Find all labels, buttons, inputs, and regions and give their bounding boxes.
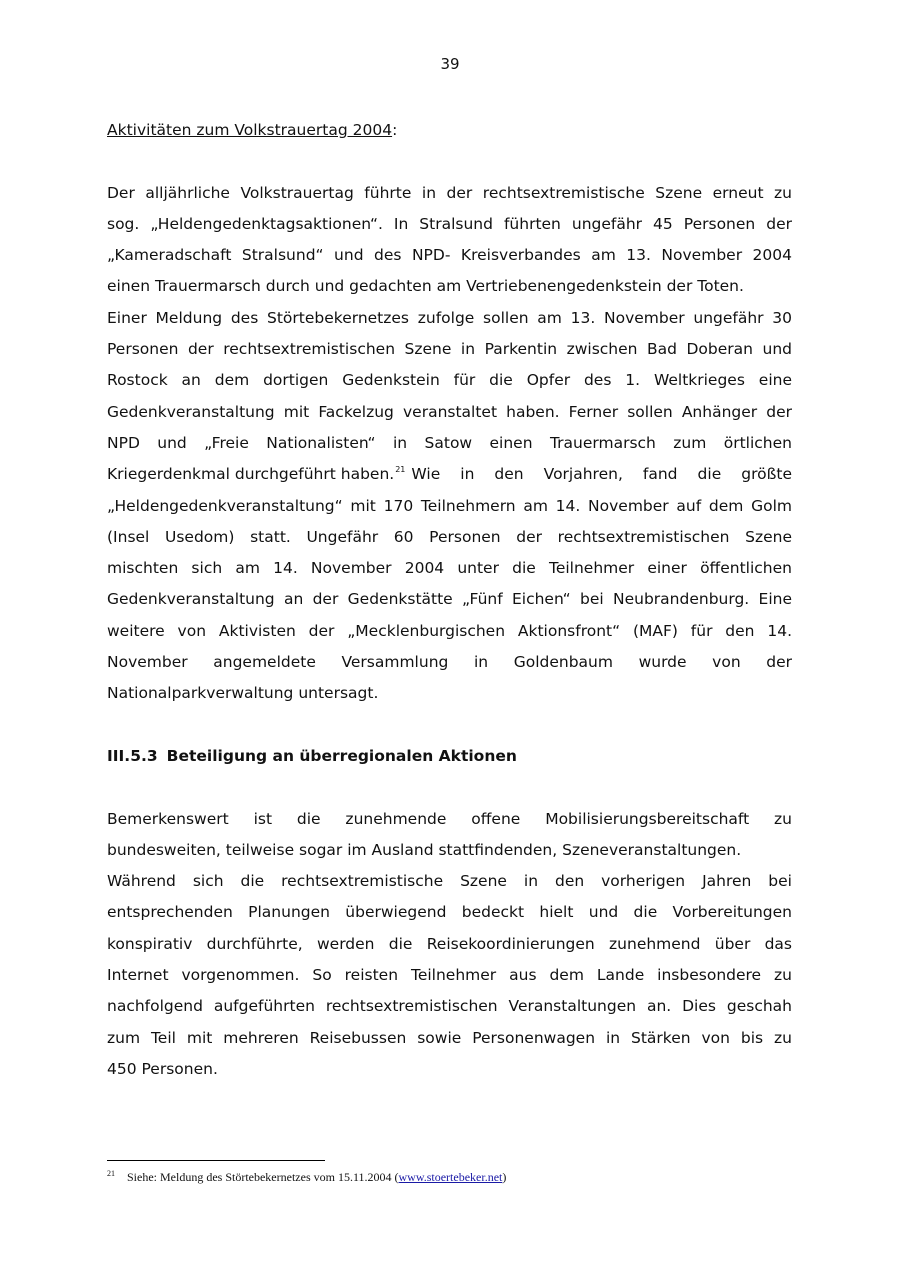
text-line: 450 Personen. xyxy=(107,1059,218,1078)
paragraph-volkstrauertag xyxy=(107,178,792,710)
footnote-divider xyxy=(107,1160,325,1161)
footnote-text: Siehe: Meldung des Störtebekernetzes vom 15.11.2004 ( xyxy=(127,1170,399,1184)
section-number: III.5.3 xyxy=(107,746,158,765)
text-line: Gedenkveranstaltung an der Gedenkstätte „Fünf Eichen“ bei Neubrandenburg. Eine xyxy=(107,590,792,609)
text-line: Einer Meldung des Störtebekernetzes zufolge sollen am 13. November ungefähr 30 xyxy=(107,308,792,327)
text-line: November angemeldete Versammlung in Goldenbaum wurde von der xyxy=(107,653,792,672)
footnote-number: 21 xyxy=(107,1169,115,1178)
page-body xyxy=(107,115,792,1085)
footnote xyxy=(107,1166,506,1185)
text-line: Internet vorgenommen. So reisten Teilnehmer aus dem Lande insbesondere zu xyxy=(107,966,792,985)
text-line: Rostock an dem dortigen Gedenkstein für die Opfer des 1. Weltkrieges eine xyxy=(107,371,792,390)
text-line: „Kameradschaft Stralsund“ und des NPD- Kreisverbandes am 13. November 2004 xyxy=(107,246,792,265)
text-line: „Heldengedenkveranstaltung“ mit 170 Teilnehmern am 14. November auf dem Golm xyxy=(107,496,792,515)
footnote-close: ) xyxy=(502,1170,507,1184)
page-number: 39 xyxy=(440,55,460,73)
subheading-text: Aktivitäten zum Volkstrauertag 2004 xyxy=(107,121,393,139)
subheading-colon: : xyxy=(392,121,398,139)
subheading xyxy=(107,115,792,146)
text-line: Bemerkenswert ist die zunehmende offene Mobilisierungsbereitschaft zu xyxy=(107,809,792,828)
text-segment: Kriegerdenkmal durchgeführt haben.$^{21}$ xyxy=(107,465,406,484)
text-line: Während sich die rechtsextremistische Szene in den vorherigen Jahren bei xyxy=(107,872,792,891)
text-line: Personen der rechtsextremistischen Szene in Parkentin zwischen Bad Doberan und xyxy=(107,340,792,359)
text-line: Nationalparkverwaltung untersagt. xyxy=(107,684,379,703)
text-line: Gedenkveranstaltung mit Fackelzug veranstaltet haben. Ferner sollen Anhänger der xyxy=(107,402,792,421)
text-line: Der alljährliche Volkstrauertag führte in der rechtsextremistische Szene erneut zu xyxy=(107,183,792,202)
text-line: (Insel Usedom) statt. Ungefähr 60 Personen der rechtsextremistischen Szene xyxy=(107,527,792,546)
text-line: nachfolgend aufgeführten rechtsextremistischen Veranstaltungen an. Dies geschah xyxy=(107,997,792,1016)
text-segment: Wie in den Vorjahren, fand die größte xyxy=(411,465,792,484)
text-line: entsprechenden Planungen überwiegend bedeckt hielt und die Vorbereitungen xyxy=(107,903,792,922)
text-line: bundesweiten, teilweise sogar im Ausland stattfindenden, Szeneveranstaltungen. xyxy=(107,840,742,859)
text-line-with-footnote xyxy=(107,459,792,490)
section-title: Beteiligung an überregionalen Aktionen xyxy=(166,746,517,765)
text-line: mischten sich am 14. November 2004 unter die Teilnehmer einer öffentlichen xyxy=(107,559,792,578)
text-line: einen Trauermarsch durch und gedachten am Vertriebenengedenkstein der Toten. xyxy=(107,277,744,296)
text-line: weitere von Aktivisten der „Mecklenburgischen Aktionsfront“ (MAF) für den 14. xyxy=(107,621,792,640)
text-line: konspirativ durchführte, werden die Reisekoordinierungen zunehmend über das xyxy=(107,934,792,953)
text-line: NPD und „Freie Nationalisten“ in Satow einen Trauermarsch zum örtlichen xyxy=(107,433,792,452)
footnote-reference[interactable]: 21 xyxy=(395,465,406,475)
text-line: zum Teil mit mehreren Reisebussen sowie Personenwagen in Stärken von bis zu xyxy=(107,1028,792,1047)
footnote-link[interactable]: www.stoertebeker.net xyxy=(398,1170,503,1184)
text-line: sog. „Heldengedenktagsaktionen“. In Stralsund führten ungefähr 45 Personen der xyxy=(107,214,792,233)
paragraph-mobilisierung xyxy=(107,804,792,1086)
section-heading xyxy=(107,741,792,772)
